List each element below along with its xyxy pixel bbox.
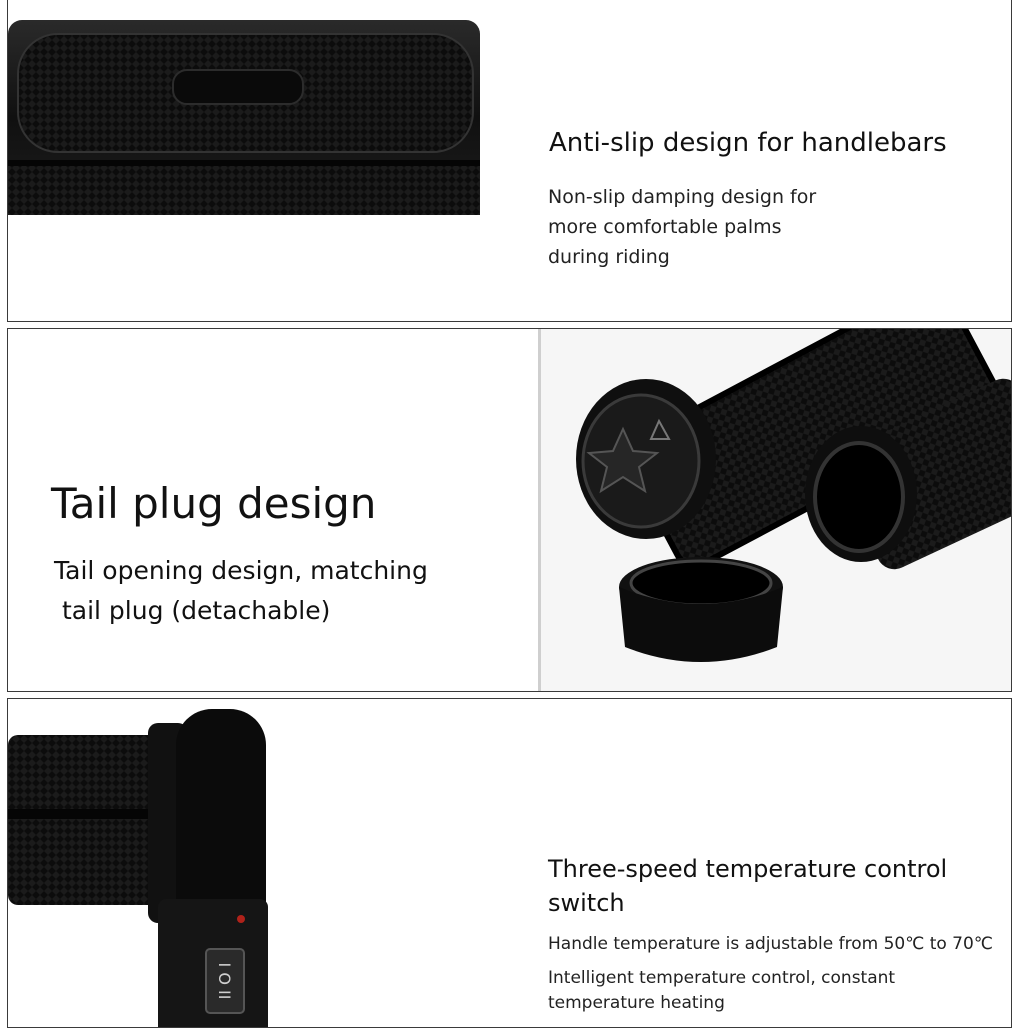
description-line: Non-slip damping design for: [548, 186, 817, 208]
panel-description: [548, 932, 993, 1016]
description-line: during riding: [548, 246, 670, 268]
panel-description: [548, 182, 816, 272]
feature-panel-temperature-switch: [7, 698, 1012, 1028]
description-line: Tail opening design, matching: [54, 556, 428, 585]
handlebar-grip-photo: [8, 0, 480, 321]
description-line: temperature heating: [548, 993, 725, 1013]
description-line: tail plug (detachable): [54, 596, 331, 625]
title-line: Three-speed temperature control: [548, 855, 948, 883]
panel-title: Tail plug design: [51, 479, 377, 528]
feature-panel-tail-plug: [7, 328, 1012, 692]
description-line: more comfortable palms: [548, 216, 782, 238]
panel-title: Anti-slip design for handlebars: [549, 128, 947, 158]
description-line: Intelligent temperature control, constant: [548, 968, 896, 988]
switch-label: I O II: [215, 962, 234, 1000]
description-line: Handle temperature is adjustable from 50℃ to 70℃: [548, 934, 993, 954]
panel-title: [548, 852, 947, 920]
panel-description: [54, 551, 428, 631]
title-line: switch: [548, 889, 625, 917]
switch-grip-photo: [8, 699, 480, 1027]
tail-plug-photo: [538, 329, 1012, 691]
feature-panel-anti-slip: [7, 0, 1012, 322]
